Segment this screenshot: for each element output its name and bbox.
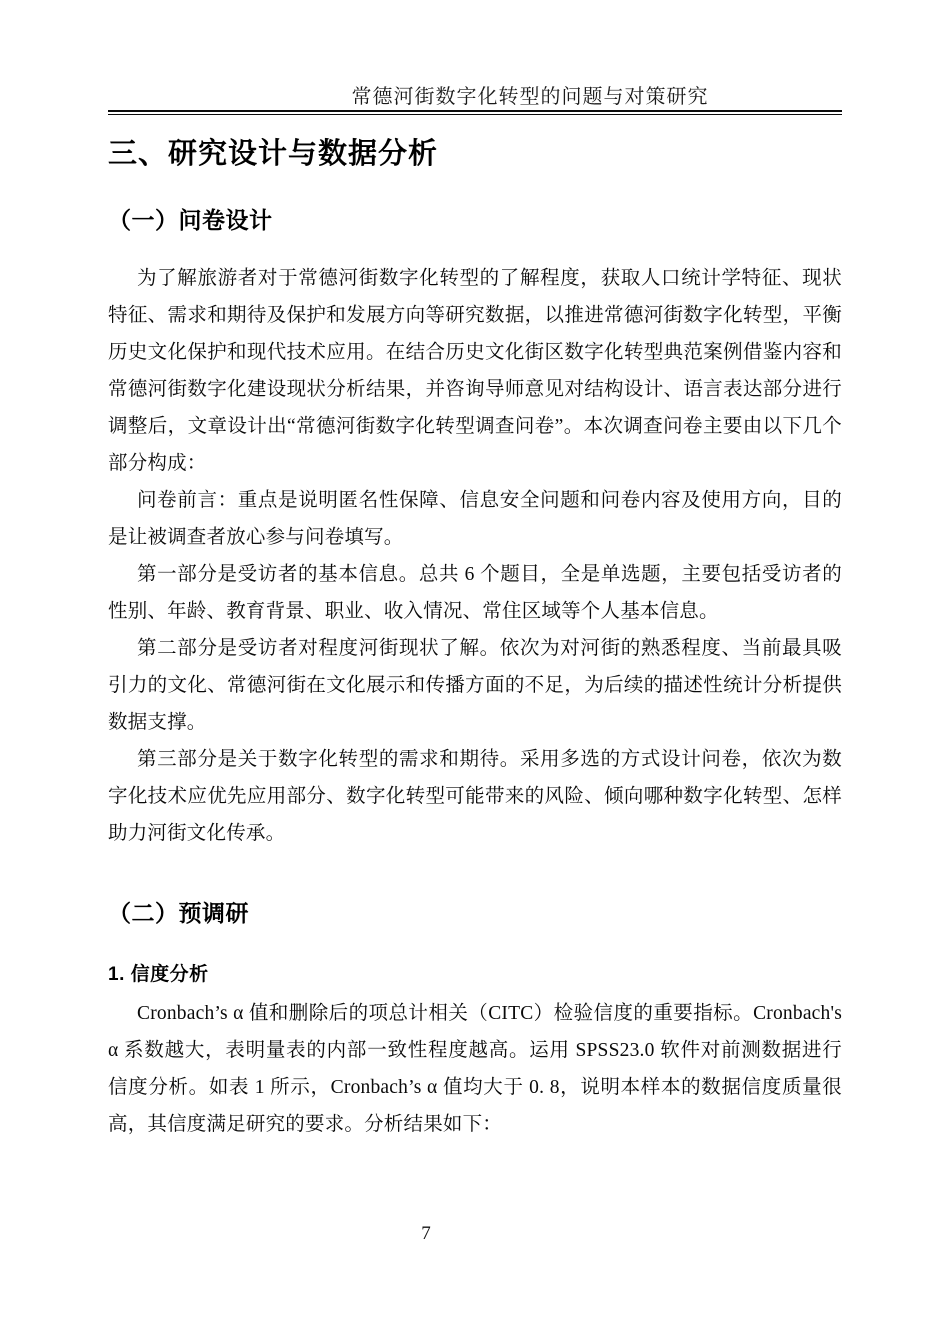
running-header-title: 常德河街数字化转型的问题与对策研究	[351, 86, 709, 108]
body-paragraph: 第一部分是受访者的基本信息。总共 6 个题目，全是单选题，主要包括受访者的性别、年龄、教育背景、职业、收入情况、常住区域等个人基本信息。	[108, 564, 842, 622]
chapter-heading: 三、研究设计与数据分析	[108, 138, 439, 170]
section-2-body	[108, 995, 842, 1143]
body-paragraph: 问卷前言：重点是说明匿名性保障、信息安全问题和问卷内容及使用方向，目的是让被调查者放心参与问卷填写。	[108, 490, 842, 548]
content-area	[108, 0, 842, 1143]
section-1-body	[108, 260, 842, 852]
body-paragraph: 为了解旅游者对于常德河街数字化转型的了解程度，获取人口统计学特征、现状特征、需求和期待及保护和发展方向等研究数据，以推进常德河街数字化转型，平衡历史文化保护和现代技术应用。在结合历史文化街区数字化转型典范案例借鉴内容和常德河街数字化建设现状分析结果，并咨询导师意见对结构设计、语言表达部分进行调整后，文章设计出“常德河街数字化转型调查问卷”。本次调查问卷主要由以下几个部分构成：	[108, 268, 842, 474]
body-paragraph: 第三部分是关于数字化转型的需求和期待。采用多选的方式设计问卷，依次为数字化技术应优先应用部分、数字化转型可能带来的风险、倾向哪种数字化转型、怎样助力河街文化传承。	[108, 749, 842, 844]
section-heading-questionnaire-design: （一）问卷设计	[108, 207, 273, 233]
body-paragraph: 第二部分是受访者对程度河街现状了解。依次为对河街的熟悉程度、当前最具吸引力的文化、常德河街在文化展示和传播方面的不足，为后续的描述性统计分析提供数据支撑。	[108, 638, 842, 733]
section-heading-pre-survey: （二）预调研	[108, 900, 249, 926]
header-rule-divider	[108, 110, 842, 115]
body-paragraph: Cronbach’s α 值和删除后的项总计相关（CITC）检验信度的重要指标。Cronbach's α 系数越大，表明量表的内部一致性程度越高。运用 SPSS23.0 软件对前测数据进行信度分析。如表 1 所示，Cronbach’s α 值均大于 0. 8，说明本样本的数据信度质量很高，其信度满足研究的要求。分析结果如下：	[108, 1003, 842, 1135]
subsection-heading-reliability-analysis: 1. 信度分析	[108, 964, 209, 985]
page-number: 7	[421, 1223, 431, 1244]
